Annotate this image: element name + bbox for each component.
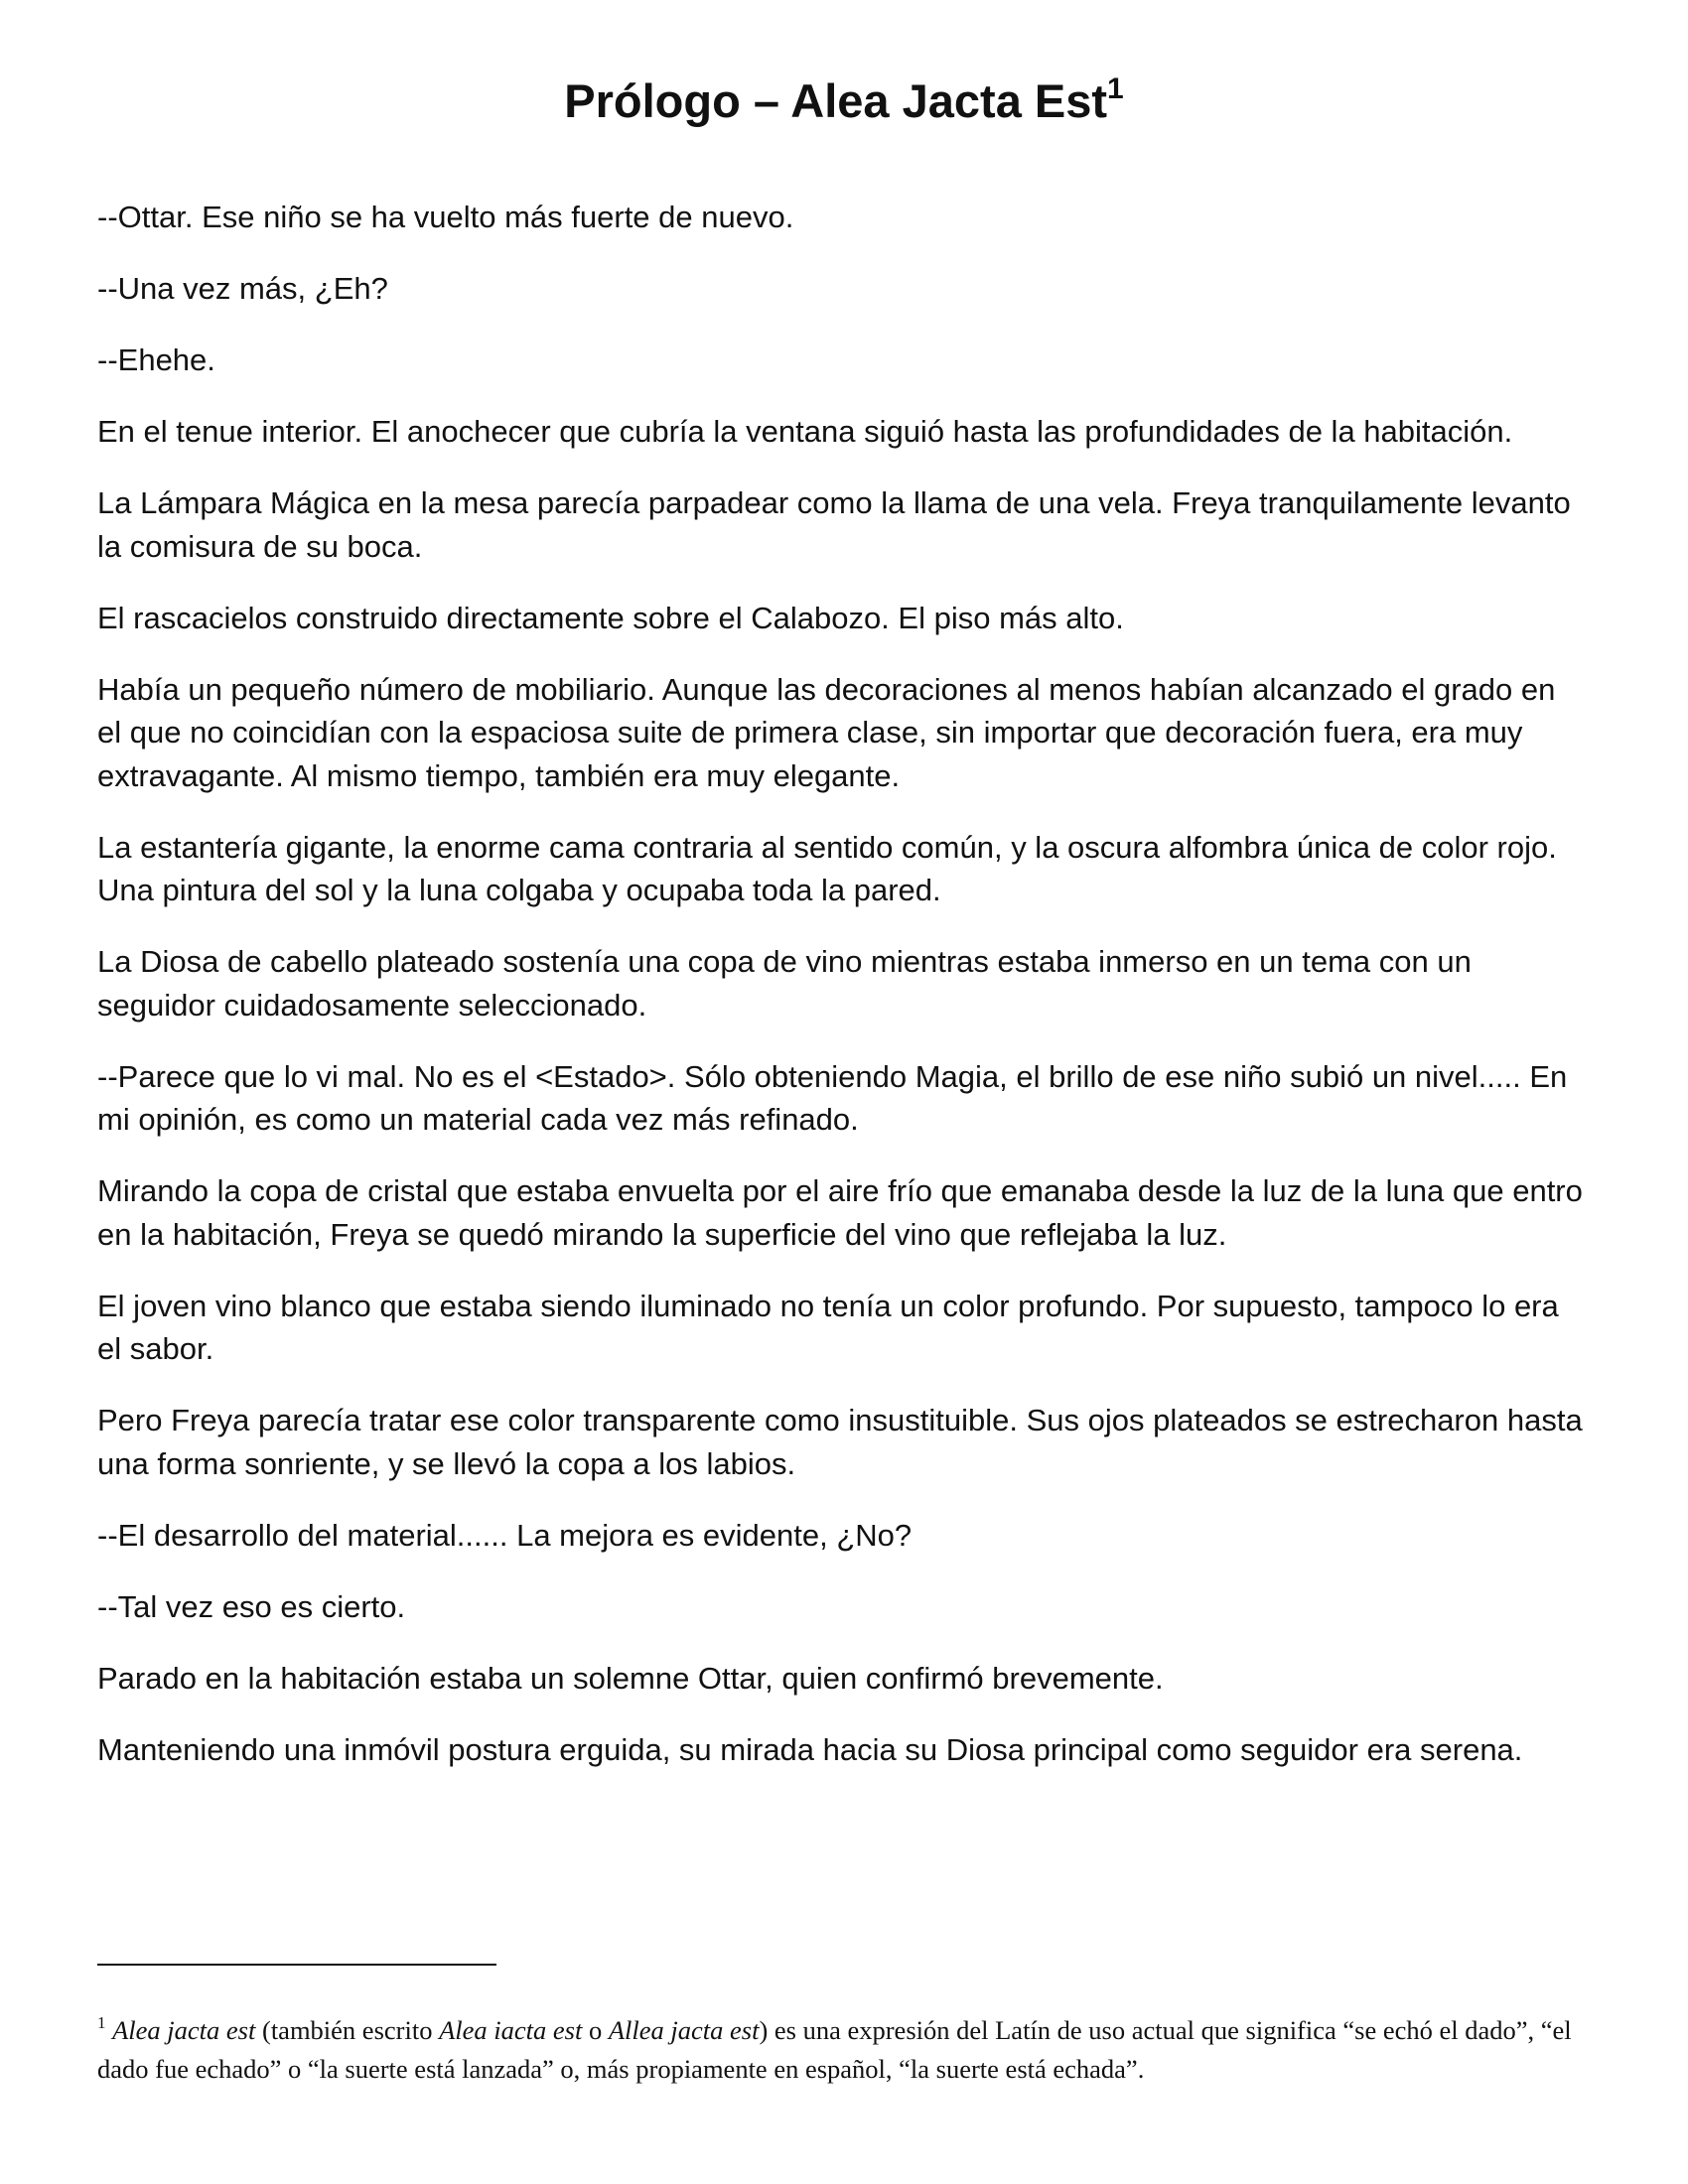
footnote-term: Alea jacta est bbox=[112, 2015, 256, 2045]
paragraph-3: --Ehehe. bbox=[97, 342, 215, 377]
footnote-text-b: o bbox=[582, 2015, 609, 2045]
paragraph-10: --Parece que lo vi mal. No es el <Estado>. Sólo obteniendo Magia, el brillo de ese niño subió un nivel..... En mi opinión, es como un material cada vez más refinado. bbox=[97, 1058, 1568, 1137]
paragraph-17: Manteniendo una inmóvil postura erguida, su mirada hacia su Diosa principal como seguidor era serena. bbox=[97, 1731, 1523, 1767]
paragraph-6: El rascacielos construido directamente sobre el Calabozo. El piso más alto. bbox=[97, 600, 1124, 635]
footnote-marker: 1 bbox=[97, 2013, 106, 2033]
footnote-alt-2: Allea jacta est bbox=[608, 2015, 760, 2045]
paragraph-8: La estantería gigante, la enorme cama contraria al sentido común, y la oscura alfombra única de color rojo. Una pintura del sol y la luna colgaba y ocupaba toda la pared. bbox=[97, 829, 1557, 907]
paragraph-16: Parado en la habitación estaba un solemne Ottar, quien confirmó brevemente. bbox=[97, 1660, 1164, 1696]
title-footnote-marker: 1 bbox=[1107, 72, 1124, 106]
footnote-separator bbox=[97, 1964, 496, 1966]
paragraph-14: --El desarrollo del material...... La mejora es evidente, ¿No? bbox=[97, 1517, 913, 1553]
footnote-text-a: (también escrito bbox=[255, 2015, 440, 2045]
footnote bbox=[97, 2011, 1592, 2089]
paragraph-12: El joven vino blanco que estaba siendo iluminado no tenía un color profundo. Por supuesto, tampoco lo era el sabor. bbox=[97, 1288, 1559, 1366]
paragraph-9: La Diosa de cabello plateado sostenía una copa de vino mientras estaba inmerso en un tema con un seguidor cuidadosamente seleccionado. bbox=[97, 944, 1472, 1023]
title-text: Prólogo – Alea Jacta Est bbox=[564, 74, 1108, 127]
paragraph-1: --Ottar. Ese niño se ha vuelto más fuerte de nuevo. bbox=[97, 200, 794, 234]
paragraph-2: --Una vez más, ¿Eh? bbox=[97, 271, 388, 306]
paragraph-11: Mirando la copa de cristal que estaba envuelta por el aire frío que emanaba desde la luz de la luna que entro en la habitación, Freya se quedó mirando la superficie del vino que reflejaba la luz. bbox=[97, 1173, 1583, 1252]
body-text bbox=[97, 196, 1587, 1800]
page-title bbox=[0, 73, 1688, 129]
paragraph-13: Pero Freya parecía tratar ese color transparente como insustituible. Sus ojos plateados se estrecharon hasta una forma sonriente, y se llevó la copa a los labios. bbox=[97, 1403, 1583, 1481]
paragraph-15: --Tal vez eso es cierto. bbox=[97, 1588, 406, 1624]
footnote-alt-1: Alea iacta est bbox=[439, 2015, 583, 2045]
paragraph-4: En el tenue interior. El anochecer que cubría la ventana siguió hasta las profundidades de la habitación. bbox=[97, 414, 1513, 449]
paragraph-5: La Lámpara Mágica en la mesa parecía parpadear como la llama de una vela. Freya tranquilamente levanto la comisura de su boca. bbox=[97, 485, 1571, 564]
footnote-text-c: ) es una expresión del Latín de uso actual que significa “se echó el dado”, “el dado fue echado” o “la suerte está lanzada” o, más propiamente en español, “la suerte está echada”. bbox=[97, 2015, 1572, 2084]
paragraph-7: Había un pequeño número de mobiliario. Aunque las decoraciones al menos habían alcanzado el grado en el que no coincidían con la espaciosa suite de primera clase, sin importar que decoración fuera, era muy extravagante. Al mismo tiempo, también era muy elegante. bbox=[97, 671, 1556, 793]
